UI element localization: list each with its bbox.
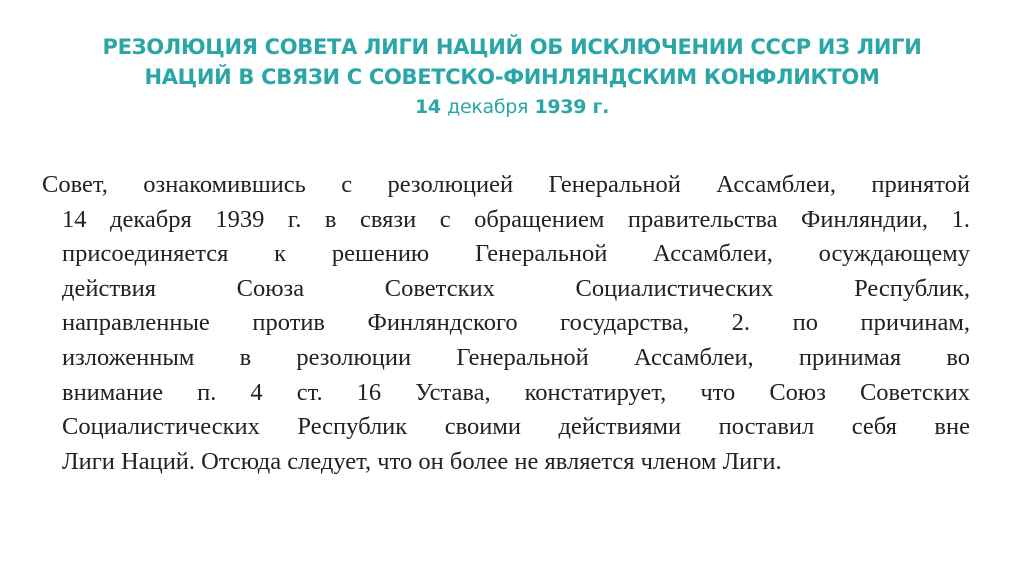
text-line: изложенным в резолюции Генеральной Ассамблеи, принимая во xyxy=(62,343,970,371)
text-line: действия Союза Советских Социалистических Республик, xyxy=(62,274,970,302)
title-date-day: 14 xyxy=(414,96,441,118)
text-line: направленные против Финляндского государства, 2. по причинам, xyxy=(62,309,970,337)
text-line: Совет, ознакомившись с резолюцией Генеральной Ассамблеи, принятой xyxy=(42,171,970,198)
text-line: 14 декабря 1939 г. в связи с обращением правительства Финляндии, 1. xyxy=(62,205,970,233)
title-line-1: РЕЗОЛЮЦИЯ СОВЕТА ЛИГИ НАЦИЙ ОБ ИСКЛЮЧЕНИИ СССР ИЗ ЛИГИ xyxy=(102,35,922,59)
title-date-month: декабря xyxy=(447,96,529,118)
text-line: присоединяется к решению Генеральной Ассамблеи, осуждающему xyxy=(62,240,970,268)
title-date-suffix: г. xyxy=(592,96,610,118)
text-line: Социалистических Республик своими действиями поставил себя вне xyxy=(62,413,970,441)
text-line: внимание п. 4 ст. 16 Устава, констатирует, что Союз Советских xyxy=(62,378,970,406)
title-date-year: 1939 xyxy=(534,96,587,118)
slide-title xyxy=(40,32,984,122)
resolution-text xyxy=(42,168,970,479)
text-line: Лиги Наций. Отсюда следует, что он более не является членом Лиги. xyxy=(62,447,782,475)
title-date xyxy=(40,92,984,122)
title-line-2: НАЦИЙ В СВЯЗИ С СОВЕТСКО-ФИНЛЯНДСКИМ КОНФЛИКТОМ xyxy=(144,65,880,89)
